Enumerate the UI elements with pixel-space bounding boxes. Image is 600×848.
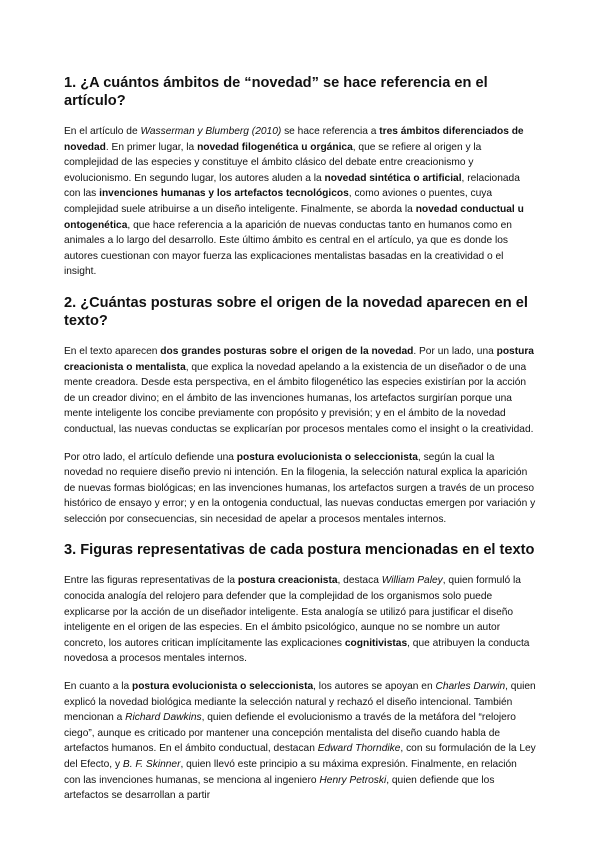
text-run: , que explica la novedad apelando a la existencia de un diseñador o de una mente creadora. Desde esta perspectiva, en el ámbito filogenético las especies existirían por la acción de un creador divino; en el ámbito de las invenciones humanas, los artefactos surgirían porque una mente inteligente los concibe previamente con propósito y previsión; y en el ámbito de la novedad conductual, las nuevas conductas se explicarían por procesos mentales como el insight o la creatividad.	[64, 361, 534, 435]
italic-text: Edward Thorndike	[317, 743, 401, 755]
text-run: , según la cual la novedad no requiere diseño previo ni intención. En la filogenia, la selección natural explica la aparición de nuevas formas biológicas; en las invenciones humanas, los artefactos surgen a través de un proceso histórico de ensayo y error; y en la ontogenia conductual, las nuevas conductas emergen por variación y selección por consecuencias, sin necesidad de apelar a procesos mentales internos.	[64, 451, 536, 525]
paragraph	[64, 450, 536, 528]
text-run: . En primer lugar, la	[105, 141, 198, 153]
text-run: En el texto aparecen	[64, 345, 161, 357]
bold-text: postura evolucionista o seleccionista	[131, 681, 314, 693]
text-run: , quien defiende el evolucionismo a través de la metáfora del “relojero ciego”, aunque es criticado por mantener una concepción mentalista del diseño cuando habla de artefactos humanos. En el ámbito conductual, destacan	[64, 712, 516, 755]
text-run: , que atribuyen la conducta novedosa a procesos mentales internos.	[64, 637, 530, 665]
bold-text: postura evolucionista o seleccionista	[236, 451, 418, 463]
section-3	[64, 541, 536, 803]
bold-text: invenciones humanas y los artefactos tecnológicos	[99, 188, 349, 200]
text-run: , con su formulación de la Ley del Efecto, y	[64, 743, 536, 770]
text-run: , quien defiende que los artefactos se desarrollan a partir	[64, 774, 495, 802]
section-1	[64, 74, 536, 280]
text-run: , destaca	[337, 575, 382, 587]
section-2	[64, 294, 536, 528]
text-run: , relacionada con las	[64, 172, 520, 200]
bold-text: dos grandes posturas sobre el origen de la novedad	[160, 345, 414, 357]
paragraph	[64, 573, 536, 667]
text-run: , quien explicó la novedad biológica mediante la selección natural y rechazó el diseño intencional. También mencionan a	[64, 681, 536, 724]
text-run: En el artículo de	[64, 126, 141, 137]
text-run: , como aviones o puentes, cuya complejidad suele atribuirse a un diseño inteligente. Finalmente, se aborda la	[64, 188, 493, 215]
italic-text: Henry Petroski	[319, 774, 387, 786]
bold-text: tres ámbitos diferenciados de novedad	[64, 126, 524, 153]
bold-text: novedad conductual u ontogenética	[64, 203, 524, 231]
text-run: , quien formuló la conocida analogía del relojero para defender que la complejidad de los organismos solo puede explicarse por la acción de un diseñador inteligente. Esta analogía se utilizó para justificar el diseño inteligente en el origen de las especies. En el ámbito psicológico, aunque no se nombre un autor concreto, los autores critican implícitamente las explicaciones	[64, 575, 521, 649]
text-run: Por otro lado, el artículo defiende una	[64, 451, 237, 463]
bold-text: cognitivistas	[344, 637, 408, 649]
paragraph	[64, 124, 536, 280]
bold-text: novedad sintética o artificial	[324, 172, 462, 184]
bold-text: novedad filogenética u orgánica	[197, 141, 353, 153]
text-run: , que hace referencia a la aparición de nuevas conductas tanto en humanos como en animales a lo largo del desarrollo. Este último ámbito es central en el artículo, ya que es donde los autores cuestionan con mayor fuerza las explicaciones mentalistas basadas en la creatividad o el insight.	[64, 219, 512, 278]
section-heading: 2. ¿Cuántas posturas sobre el origen de la novedad aparecen en el texto?	[64, 294, 528, 329]
text-run: , quien llevó este principio a su máxima expresión. Finalmente, en relación con las invenciones humanas, se menciona al ingeniero	[64, 759, 517, 786]
text-run: . Por un lado, una	[413, 345, 497, 357]
bold-text: postura creacionista o mentalista	[64, 345, 534, 373]
paragraph	[64, 344, 536, 438]
text-run: , los autores se apoyan en	[313, 681, 436, 693]
italic-text: B. F. Skinner	[122, 759, 181, 770]
paragraph	[64, 679, 536, 804]
text-run: , que se refiere al origen y la complejidad de las especies y constituye el ámbito clásico del debate entre creacionismo y evolucionismo. En segundo lugar, los autores aluden a la	[64, 141, 482, 184]
italic-text: Richard Dawkins	[125, 712, 202, 724]
text-run: se hace referencia a	[281, 126, 380, 137]
italic-text: Charles Darwin	[435, 681, 506, 693]
bold-text: postura creacionista	[237, 575, 338, 587]
section-heading: 3. Figuras representativas de cada postura mencionadas en el texto	[64, 542, 535, 559]
section-heading: 1. ¿A cuántos ámbitos de “novedad” se hace referencia en el artículo?	[64, 75, 488, 109]
text-run: Entre las figuras representativas de la	[64, 575, 238, 587]
text-run: En cuanto a la	[64, 681, 132, 693]
italic-text: William Paley	[381, 575, 443, 587]
italic-text: Wasserman y Blumberg (2010)	[140, 126, 282, 137]
